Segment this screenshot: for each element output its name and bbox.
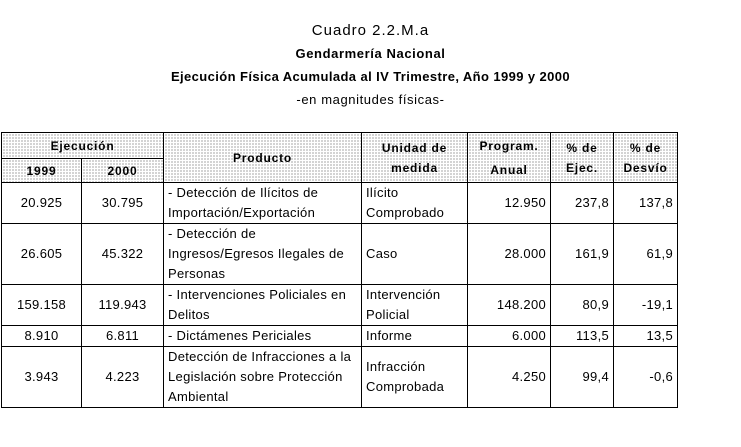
cell-pct-ejec: 161,9 [551,224,614,285]
cell-unidad: Ilícito Comprobado [362,183,468,224]
cell-2000: 6.811 [82,326,164,347]
cell-producto: - Detección de Ilícitos de Importación/Exportación [164,183,362,224]
cell-pct-desvio: 13,5 [614,326,678,347]
cell-unidad: Intervención Policial [362,285,468,326]
cell-2000: 45.322 [82,224,164,285]
cell-2000: 119.943 [82,285,164,326]
cell-pct-desvio: 137,8 [614,183,678,224]
cell-producto: - Dictámenes Periciales [164,326,362,347]
cell-producto: Detección de Infracciones a la Legislación sobre Protección Ambiental [164,347,362,408]
cell-1999: 8.910 [2,326,82,347]
report-title: Ejecución Física Acumulada al IV Trimestre, Año 1999 y 2000 [170,69,571,84]
col-header-pct-ejec: % de Ejec. [551,133,614,183]
cell-pct-desvio: -19,1 [614,285,678,326]
cell-program: 28.000 [468,224,551,285]
cell-pct-desvio: 61,9 [614,224,678,285]
col-header-unidad: Unidad de medida [362,133,468,183]
col-header-pct-desvio: % de Desvío [614,133,678,183]
table-row [2,224,678,285]
cell-producto: - Intervenciones Policiales en Delitos [164,285,362,326]
cell-program: 4.250 [468,347,551,408]
cell-pct-ejec: 237,8 [551,183,614,224]
col-header-program-bottom: Anual [490,162,528,177]
cell-program: 6.000 [468,326,551,347]
cell-unidad: Caso [362,224,468,285]
cell-pct-ejec: 80,9 [551,285,614,326]
cell-pct-desvio: -0,6 [614,347,678,408]
col-header-2000: 2000 [82,159,164,183]
cell-program: 148.200 [468,285,551,326]
table-row [2,183,678,224]
cell-1999: 26.605 [2,224,82,285]
col-header-program [468,133,551,183]
cell-2000: 4.223 [82,347,164,408]
cell-program: 12.950 [468,183,551,224]
cell-producto: - Detección de Ingresos/Egresos Ilegales de Personas [164,224,362,285]
table-row [2,285,678,326]
col-header-ejecucion: Ejecución [2,133,164,159]
col-header-program-top: Program. [479,138,539,153]
cell-unidad: Informe [362,326,468,347]
cell-pct-ejec: 113,5 [551,326,614,347]
cell-1999: 3.943 [2,347,82,408]
table-row [2,347,678,408]
cell-pct-ejec: 99,4 [551,347,614,408]
table-caption: Cuadro 2.2.M.a [311,22,430,39]
cell-1999: 159.158 [2,285,82,326]
report-subtitle: -en magnitudes físicas- [296,92,445,107]
col-header-producto: Producto [164,133,362,183]
col-header-1999: 1999 [2,159,82,183]
cell-1999: 20.925 [2,183,82,224]
table-row [2,326,678,347]
cell-2000: 30.795 [82,183,164,224]
cell-unidad: Infracción Comprobada [362,347,468,408]
agency-title: Gendarmería Nacional [295,46,446,61]
execution-table [1,132,678,408]
